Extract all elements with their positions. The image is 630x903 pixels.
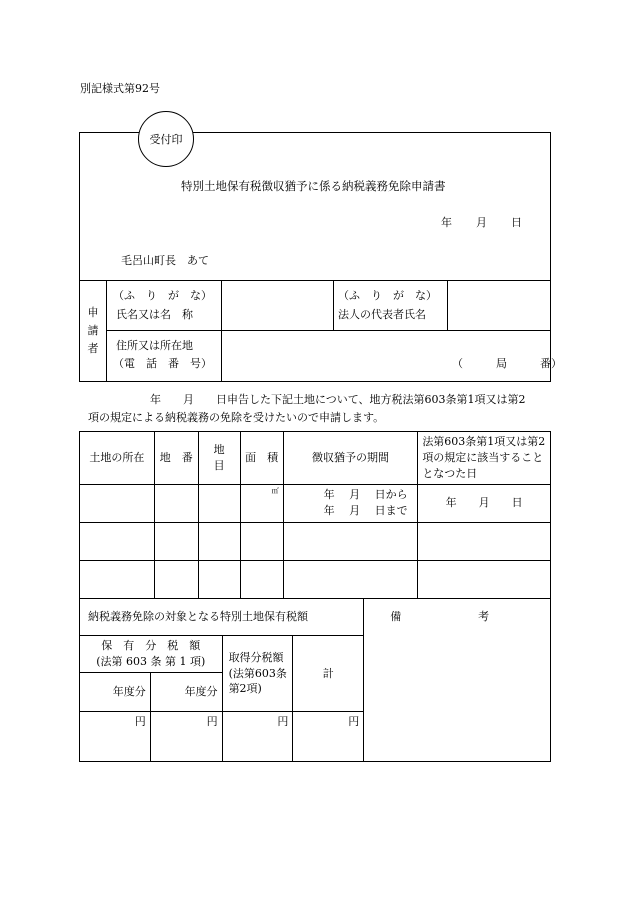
period-to: 年 月 日まで <box>323 504 408 518</box>
rep-name-label: 法人の代表者氏名 <box>338 308 426 321</box>
total-amount[interactable]: 円 <box>293 712 364 762</box>
area-field[interactable] <box>240 560 283 598</box>
remarks-field[interactable] <box>364 599 551 762</box>
page-title: 特別土地保有税徴収猶予に係る納税義務免除申請書 <box>181 179 446 193</box>
date-day: 日 <box>511 216 522 229</box>
area-field[interactable] <box>240 522 283 560</box>
header-lot-number: 地 番 <box>154 432 198 485</box>
fiscal-year-field-2[interactable]: 年度分 <box>150 673 222 712</box>
holding-tax-amount-2[interactable]: 円 <box>150 712 222 762</box>
header-remarks: 備 考 <box>390 610 490 623</box>
reception-stamp-circle <box>138 111 194 167</box>
tax-table <box>79 598 551 762</box>
address-label: 住所又は所在地 <box>116 339 193 352</box>
fiscal-year-field-1[interactable]: 年度分 <box>80 673 151 712</box>
addressee: 毛呂山町長 あて <box>121 254 209 267</box>
holding-tax-amount-1[interactable]: 円 <box>80 712 151 762</box>
divider <box>79 280 551 281</box>
period-from: 年 月 日から <box>323 488 408 502</box>
date-year: 年 <box>441 216 452 229</box>
holding-tax-sub: (法第 603 条 第 1 項) <box>96 655 206 668</box>
form-number: 別記様式第92号 <box>80 82 160 95</box>
phone-suffix: （ 局 番） <box>452 357 562 370</box>
lot-number-field[interactable] <box>154 522 198 560</box>
land-location-field[interactable] <box>80 522 155 560</box>
land-location-field[interactable] <box>80 560 155 598</box>
event-date-field[interactable]: 年 月 日 <box>418 484 551 522</box>
table-row <box>80 522 551 560</box>
total-header: 計 <box>293 636 364 712</box>
phone-label: （電 話 番 号） <box>113 357 212 370</box>
land-category-field[interactable] <box>198 484 240 522</box>
land-category-field[interactable] <box>198 560 240 598</box>
deferral-period-field[interactable] <box>283 484 418 522</box>
deferral-period-field[interactable] <box>283 522 418 560</box>
land-category-field[interactable] <box>198 522 240 560</box>
acquisition-tax-amount[interactable]: 円 <box>222 712 293 762</box>
rep-furigana-label: （ふ り が な） <box>338 289 437 302</box>
divider <box>333 280 334 330</box>
divider <box>447 280 448 330</box>
holding-tax-label: 保 有 分 税 額 <box>101 639 201 653</box>
deferral-period-field[interactable] <box>283 560 418 598</box>
applicant-char: 者 <box>87 342 99 356</box>
header-location: 土地の所在 <box>80 432 155 485</box>
table-row <box>80 484 551 522</box>
holding-tax-header <box>80 636 223 673</box>
area-unit: ㎡ <box>271 486 279 495</box>
acquisition-tax-header: 取得分税額(法第603条第2項) <box>222 636 293 712</box>
land-table <box>79 431 551 599</box>
statement-line-2: 項の規定による納税義務の免除を受けたいので申請します。 <box>88 410 385 424</box>
stamp-label: 受付印 <box>149 133 183 146</box>
event-date-field[interactable] <box>418 522 551 560</box>
header-event-date: 法第603条第1項又は第2項の規定に該当することとなつた日 <box>418 432 551 485</box>
area-field[interactable] <box>240 484 283 522</box>
divider <box>221 280 222 382</box>
header-land-category: 地 目 <box>198 432 240 485</box>
divider <box>107 330 551 331</box>
land-location-field[interactable] <box>80 484 155 522</box>
lot-number-field[interactable] <box>154 560 198 598</box>
header-deferral-period: 徴収猶予の期間 <box>283 432 418 485</box>
header-exempt-amount: 納税義務免除の対象となる特別土地保有税額 <box>80 599 364 636</box>
header-area: 面 積 <box>240 432 283 485</box>
applicant-char: 申 <box>87 305 99 319</box>
applicant-char: 請 <box>87 323 99 337</box>
application-date <box>441 214 522 230</box>
event-date-field[interactable] <box>418 560 551 598</box>
applicant-label <box>80 281 106 381</box>
date-month: 月 <box>476 216 487 229</box>
lot-number-field[interactable] <box>154 484 198 522</box>
name-label: 氏名又は名 称 <box>116 308 193 321</box>
table-row <box>80 560 551 598</box>
divider <box>106 280 107 382</box>
table-row <box>80 599 551 636</box>
statement-line-1: 年 月 日申告した下記土地について、地方税法第603条第1項又は第2 <box>150 393 526 406</box>
application-statement <box>88 391 558 426</box>
name-furigana-label: （ふ り が な） <box>113 289 212 302</box>
table-row <box>80 432 551 485</box>
